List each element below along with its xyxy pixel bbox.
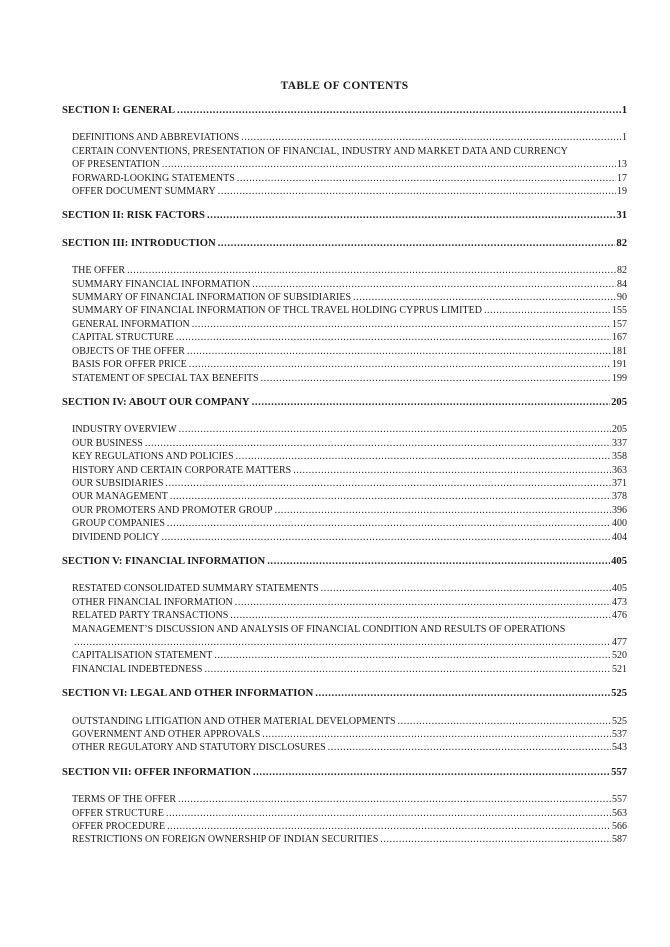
dot-leader xyxy=(178,793,611,806)
toc-entry[interactable] xyxy=(62,477,627,490)
toc-entry-label: OTHER REGULATORY AND STATUTORY DISCLOSURES xyxy=(72,742,326,754)
toc-entry[interactable] xyxy=(62,185,627,198)
toc-entry[interactable] xyxy=(62,807,627,820)
page-number: 358 xyxy=(612,451,627,463)
toc-entry[interactable] xyxy=(62,490,627,503)
toc-entry-label: DEFINITIONS AND ABBREVIATIONS xyxy=(72,132,240,144)
page-number: 525 xyxy=(611,688,627,700)
toc-section-heading-label: SECTION II: RISK FACTORS xyxy=(62,210,205,222)
toc-entry[interactable] xyxy=(62,372,627,385)
dot-leader xyxy=(214,649,611,662)
page-number: 557 xyxy=(611,766,627,778)
toc-section-heading[interactable] xyxy=(62,687,627,700)
toc-entry[interactable] xyxy=(62,531,627,544)
page-number: 473 xyxy=(612,596,627,608)
toc-entry[interactable] xyxy=(62,423,627,436)
page-number: 181 xyxy=(612,345,627,357)
dot-leader xyxy=(162,158,616,171)
page-number: 13 xyxy=(617,159,627,171)
page-number: 404 xyxy=(612,531,627,543)
dot-leader xyxy=(166,807,611,820)
page-number: 566 xyxy=(612,821,627,833)
toc-entry[interactable] xyxy=(62,728,627,741)
toc-entry-label: SUMMARY OF FINANCIAL INFORMATION OF THCL TRAVEL HOLDING CYPRUS LIMITED xyxy=(72,305,482,317)
dot-leader xyxy=(207,209,615,222)
toc-entry-label: INDUSTRY OVERVIEW xyxy=(72,424,177,436)
dot-leader xyxy=(162,531,612,544)
toc-entry[interactable] xyxy=(62,318,627,331)
toc-entry-label: KEY REGULATIONS AND POLICIES xyxy=(72,451,234,463)
toc-entry-label: OFFER STRUCTURE xyxy=(72,807,164,819)
toc-entry[interactable] xyxy=(62,304,627,317)
dot-leader xyxy=(189,358,611,371)
page-number: 476 xyxy=(612,610,627,622)
toc-entry[interactable] xyxy=(62,596,627,609)
dot-leader xyxy=(167,820,611,833)
page-number: 396 xyxy=(612,504,627,516)
toc-entry-label: HISTORY AND CERTAIN CORPORATE MATTERS xyxy=(72,464,292,476)
toc-entry-label: FINANCIAL INDEBTEDNESS xyxy=(72,663,203,675)
page-number: 19 xyxy=(617,186,627,198)
toc-section-heading-label: SECTION VII: OFFER INFORMATION xyxy=(62,766,251,778)
toc-entry-label: RESTATED CONSOLIDATED SUMMARY STATEMENTS xyxy=(72,583,319,595)
page-number: 17 xyxy=(617,172,627,184)
toc-section-heading-label: SECTION III: INTRODUCTION xyxy=(62,237,216,249)
toc-entry[interactable] xyxy=(62,158,627,171)
page-number: 400 xyxy=(612,518,627,530)
toc-entry-label: SUMMARY OF FINANCIAL INFORMATION OF SUBSIDIARIES xyxy=(72,292,352,304)
dot-leader xyxy=(398,715,611,728)
dot-leader xyxy=(315,687,610,700)
page-number: 84 xyxy=(617,278,627,290)
toc-section-heading[interactable] xyxy=(62,766,627,779)
page-number: 378 xyxy=(612,491,627,503)
toc-entry-label: OUR SUBSIDIARIES xyxy=(72,477,164,489)
page-number: 537 xyxy=(612,729,627,741)
toc-section-heading[interactable] xyxy=(62,555,627,568)
toc-entry[interactable] xyxy=(62,793,627,806)
dot-leader xyxy=(293,464,611,477)
dot-leader xyxy=(192,318,611,331)
toc-entry-label: BASIS FOR OFFER PRICE xyxy=(72,359,187,371)
dot-leader xyxy=(252,396,611,409)
toc-entry-label: SUMMARY FINANCIAL INFORMATION xyxy=(72,278,251,290)
dot-leader xyxy=(380,833,611,846)
page-number: 405 xyxy=(611,555,627,567)
page-number: 205 xyxy=(611,396,627,408)
toc-section-heading-label: SECTION I: GENERAL xyxy=(62,105,176,116)
page-number: 191 xyxy=(612,359,627,371)
toc-section-heading-label: SECTION IV: ABOUT OUR COMPANY xyxy=(62,396,250,408)
toc-entry-label: RELATED PARTY TRANSACTIONS xyxy=(72,610,229,622)
toc-entry[interactable] xyxy=(62,464,627,477)
dot-leader xyxy=(484,304,611,317)
page-number: 587 xyxy=(612,834,627,846)
toc-section-heading-label: SECTION VI: LEGAL AND OTHER INFORMATION xyxy=(62,688,314,700)
toc-entry-label: OUR PROMOTERS AND PROMOTER GROUP xyxy=(72,504,273,516)
page-number: 371 xyxy=(612,477,627,489)
page-number: 1 xyxy=(621,105,627,116)
page-number: 1 xyxy=(622,132,627,144)
toc-entry-label: CAPITALISATION STATEMENT xyxy=(72,650,213,662)
dot-leader xyxy=(275,504,611,517)
dot-leader xyxy=(218,185,616,198)
dot-leader xyxy=(167,517,611,530)
dot-leader xyxy=(253,766,610,779)
toc-entry[interactable] xyxy=(62,504,627,517)
toc-entry-label: CAPITAL STRUCTURE xyxy=(72,332,174,344)
toc-section-heading[interactable] xyxy=(62,209,627,222)
dot-leader xyxy=(177,104,621,117)
toc-entry[interactable] xyxy=(62,450,627,463)
dot-leader xyxy=(235,596,611,609)
dot-leader xyxy=(170,490,611,503)
toc-entry-label: STATEMENT OF SPECIAL TAX BENEFITS xyxy=(72,372,259,384)
page-number: 405 xyxy=(612,583,627,595)
toc-entry[interactable] xyxy=(62,517,627,530)
dot-leader xyxy=(262,728,611,741)
dot-leader xyxy=(236,450,611,463)
page-number: 31 xyxy=(616,210,627,222)
dot-leader xyxy=(230,609,611,622)
toc-entry[interactable] xyxy=(62,358,627,371)
page-number: 157 xyxy=(612,318,627,330)
dot-leader xyxy=(127,264,616,277)
page-number: 337 xyxy=(612,437,627,449)
toc-entry-label: OFFER PROCEDURE xyxy=(72,821,166,833)
toc-entry[interactable] xyxy=(62,741,627,754)
toc-entry-label: RESTRICTIONS ON FOREIGN OWNERSHIP OF INDIAN SECURITIES xyxy=(72,834,379,846)
toc-entry[interactable] xyxy=(62,172,627,185)
dot-leader xyxy=(176,331,611,344)
dot-leader xyxy=(261,372,611,385)
toc-entry[interactable] xyxy=(62,278,627,291)
toc-entry-label: DIVIDEND POLICY xyxy=(72,531,160,543)
toc-entry-label: OUR MANAGEMENT xyxy=(72,491,168,503)
toc-section-heading[interactable] xyxy=(62,396,627,409)
toc-entry[interactable] xyxy=(62,609,627,622)
dot-leader xyxy=(187,345,611,358)
page-number: 90 xyxy=(617,292,627,304)
toc-entry[interactable] xyxy=(62,582,627,595)
toc-section-heading-label: SECTION V: FINANCIAL INFORMATION xyxy=(62,555,266,567)
toc-entry-label: THE OFFER xyxy=(72,265,126,277)
toc-entry[interactable] xyxy=(62,437,627,450)
toc-entry[interactable] xyxy=(62,833,627,846)
dot-leader xyxy=(252,278,616,291)
dot-leader xyxy=(237,172,616,185)
page-number: 363 xyxy=(612,464,627,476)
dot-leader xyxy=(74,636,611,649)
toc-section-heading[interactable] xyxy=(62,104,627,117)
toc-entry-label: TERMS OF THE OFFER xyxy=(72,794,177,806)
toc-entry-label: FORWARD-LOOKING STATEMENTS xyxy=(72,172,235,184)
page-number: 82 xyxy=(617,265,627,277)
page-number: 167 xyxy=(612,332,627,344)
toc-entry[interactable] xyxy=(62,820,627,833)
toc-entry-label: OBJECTS OF THE OFFER xyxy=(72,345,185,357)
page-title: TABLE OF CONTENTS xyxy=(280,80,409,92)
toc-entry-label: OUTSTANDING LITIGATION AND OTHER MATERIAL DEVELOPMENTS xyxy=(72,715,396,727)
page-number: 205 xyxy=(612,424,627,436)
dot-leader xyxy=(145,437,611,450)
dot-leader xyxy=(353,291,616,304)
toc-entry[interactable] xyxy=(62,331,627,344)
toc-entry-label: GENERAL INFORMATION xyxy=(72,318,190,330)
page-number: 520 xyxy=(612,650,627,662)
page-number: 199 xyxy=(612,372,627,384)
toc-entry-wrap-line: MANAGEMENT’S DISCUSSION AND ANALYSIS OF FINANCIAL CONDITION AND RESULTS OF OPERATIONS xyxy=(72,623,566,635)
dot-leader xyxy=(218,237,616,250)
toc-entry-label: OFFER DOCUMENT SUMMARY xyxy=(72,186,216,198)
toc-entry-wrap-line: CERTAIN CONVENTIONS, PRESENTATION OF FINANCIAL, INDUSTRY AND MARKET DATA AND CURRENCY xyxy=(72,145,568,157)
page-number: 82 xyxy=(616,237,627,249)
toc-entry[interactable] xyxy=(62,264,627,277)
toc-entry-label: GROUP COMPANIES xyxy=(72,518,165,530)
toc-entry[interactable] xyxy=(62,345,627,358)
dot-leader xyxy=(204,663,611,676)
page-number: 521 xyxy=(612,663,627,675)
toc-entry[interactable] xyxy=(62,663,627,676)
page-number: 557 xyxy=(612,794,627,806)
toc-section-heading[interactable] xyxy=(62,237,627,250)
toc-entry[interactable] xyxy=(62,291,627,304)
page-number: 543 xyxy=(612,742,627,754)
toc-entry[interactable] xyxy=(62,649,627,662)
toc-entry[interactable] xyxy=(62,131,627,144)
page-number: 155 xyxy=(612,305,627,317)
toc-entry-label: OUR BUSINESS xyxy=(72,437,143,449)
page-number: 525 xyxy=(612,715,627,727)
page-number: 563 xyxy=(612,807,627,819)
page-number: 477 xyxy=(612,637,627,648)
toc-entry-label: OTHER FINANCIAL INFORMATION xyxy=(72,596,233,608)
dot-leader xyxy=(179,423,611,436)
table-of-contents xyxy=(62,104,627,847)
toc-entry-label: OF PRESENTATION xyxy=(72,159,160,171)
dot-leader xyxy=(241,131,621,144)
toc-entry[interactable] xyxy=(62,715,627,728)
toc-entry[interactable] xyxy=(62,636,627,649)
dot-leader xyxy=(267,555,610,568)
toc-entry-label: GOVERNMENT AND OTHER APPROVALS xyxy=(72,729,261,741)
dot-leader xyxy=(328,741,611,754)
dot-leader xyxy=(321,582,611,595)
dot-leader xyxy=(165,477,611,490)
